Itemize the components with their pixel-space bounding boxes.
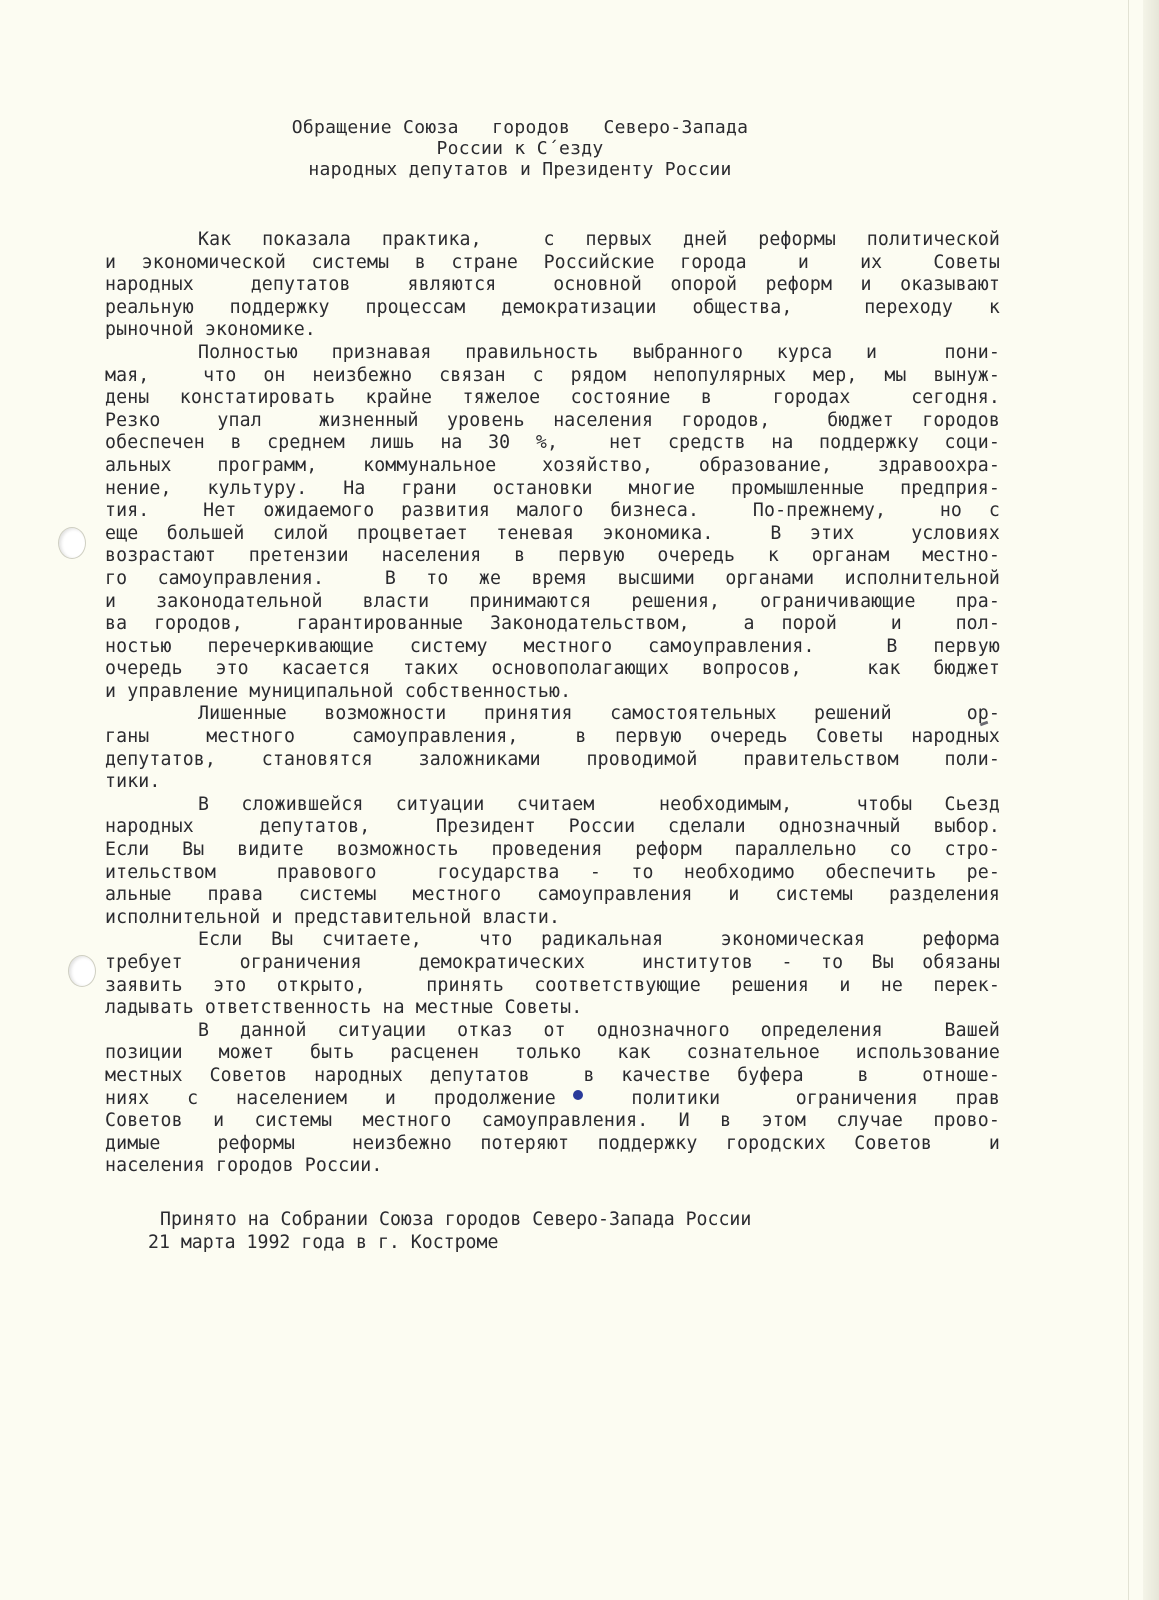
punch-hole	[58, 527, 86, 559]
text-line: Резко упал жизненный уровень населения городов, бюджет городов	[105, 409, 1000, 431]
paragraph	[105, 1020, 1000, 1178]
paragraph	[105, 703, 1000, 793]
text-line: тики.	[105, 771, 161, 793]
text-line: народных депутатов являются основной опорой реформ и оказывают	[105, 274, 1000, 296]
text-line: и управление муниципальной собственностью.	[105, 680, 572, 702]
text-line: и экономической системы в стране Российские города и их Советы	[105, 251, 1000, 273]
text-line: еще большей силой процветает теневая экономика. В этих условиях	[105, 522, 1000, 544]
punch-hole	[68, 955, 96, 987]
text-line: мая, что он неизбежно связан с рядом непопулярных мер, мы вынуж-	[105, 364, 1000, 386]
footer-line: 21 марта 1992 года в г. Костроме	[148, 1232, 499, 1253]
text-line: рыночной экономике.	[105, 319, 316, 341]
text-line: В сложившейся ситуации считаем необходимым, чтобы Сьезд	[198, 793, 1000, 815]
text-line: ительством правового государства - то необходимо обеспечить ре-	[105, 861, 1000, 883]
text-line: нение, культуру. На грани остановки многие промышленные предприя-	[105, 477, 1000, 499]
text-line: Если Вы считаете, что радикальная экономическая реформа	[198, 929, 1000, 951]
text-line: ва городов, гарантированные Законодательством, а порой и пол-	[105, 613, 1000, 635]
text-line: исполнительной и представительной власти.	[105, 906, 561, 928]
title-line: Обращение Союза городов Северо-Запада	[291, 117, 749, 138]
text-line: народных депутатов, Президент России сделали однозначный выбор.	[105, 816, 1000, 838]
text-line: го самоуправления. В то же время высшими органами исполнительной	[105, 567, 1000, 589]
text-line: ладывать ответственность на местные Советы.	[105, 997, 583, 1019]
text-line: ганы местного самоуправления, в первую очередь Советы народных	[105, 726, 1000, 748]
page-edge-shadow	[1143, 0, 1159, 1600]
text-line: дены констатировать крайне тяжелое состояние в городах сегодня.	[105, 387, 1000, 409]
text-line: заявить это открыто, принять соответствующие решения и не перек-	[105, 974, 1000, 996]
text-line: Как показала практика, с первых дней реформы политической	[198, 229, 1000, 250]
text-line: очередь это касается таких основополагающих вопросов, как бюджет	[105, 658, 1000, 680]
document-body	[105, 229, 1000, 1178]
text-line: ниях с населением и продолжение политики ограничения прав	[105, 1087, 1000, 1109]
text-line: и законодательной власти принимаются решения, ограничивающие пра-	[105, 590, 1000, 612]
page-fold-line	[1128, 0, 1129, 1600]
paragraph	[105, 229, 1000, 342]
text-line: Полностью признавая правильность выбранного курса и пони-	[198, 341, 1000, 363]
document-footer	[148, 1208, 908, 1254]
footer-line: Принято на Собрании Союза городов Северо-Запада России	[160, 1209, 752, 1230]
text-line: димые реформы неизбежно потеряют поддержку городских Советов и	[105, 1132, 1000, 1154]
text-line: населения городов России.	[105, 1155, 383, 1177]
text-line: В данной ситуации отказ от однозначного определения Вашей	[198, 1019, 1000, 1041]
paragraph	[105, 929, 1000, 1019]
title-line: России к С´езду	[436, 138, 604, 159]
text-line: Если Вы видите возможность проведения реформ параллельно со стро-	[105, 839, 1000, 861]
text-line: тия. Нет ожидаемого развития малого бизнеса. По-прежнему, но с	[105, 500, 1000, 522]
text-line: альных программ, коммунальное хозяйство, образование, здравоохра-	[105, 454, 1000, 476]
text-line: позиции может быть расценен только как сознательное использование	[105, 1042, 1000, 1064]
paragraph	[105, 342, 1000, 704]
document-title	[170, 117, 870, 180]
text-line: обеспечен в среднем лишь на 30 %, нет средств на поддержку соци-	[105, 432, 1000, 454]
text-line: реальную поддержку процессам демократизации общества, переходу к	[105, 296, 1000, 318]
paragraph	[105, 794, 1000, 930]
text-line: ностью перечеркивающие систему местного самоуправления. В первую	[105, 635, 1000, 657]
text-line: возрастают претензии населения в первую очередь к органам местно-	[105, 545, 1000, 567]
title-line: народных депутатов и Президенту России	[308, 159, 732, 180]
text-line: Лишенные возможности принятия самостоятельных решений ор-	[198, 703, 1000, 725]
text-line: требует ограничения демократических институтов - то Вы обязаны	[105, 952, 1000, 973]
text-line: альные права системы местного самоуправления и системы разделения	[105, 884, 1000, 906]
text-line: депутатов, становятся заложниками проводимой правительством поли-	[105, 748, 1000, 770]
text-line: Советов и системы местного самоуправления. И в этом случае прово-	[105, 1110, 1000, 1132]
text-line: местных Советов народных депутатов в качестве буфера в отноше-	[105, 1064, 1000, 1086]
